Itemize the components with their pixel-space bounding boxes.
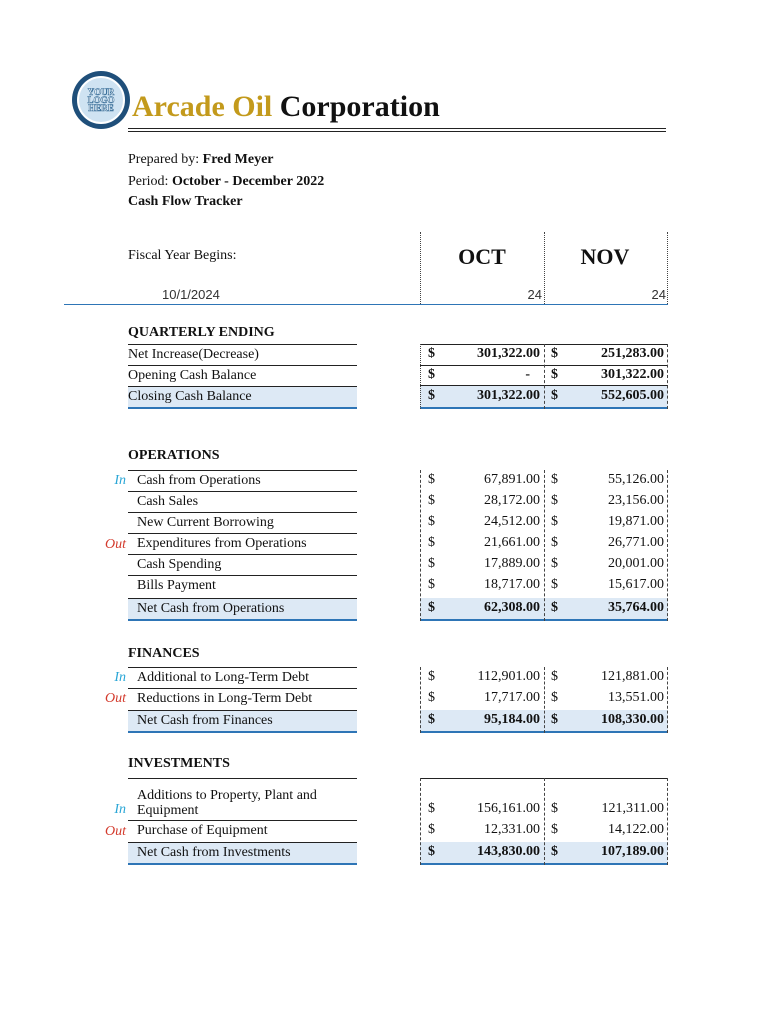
- quarterly-row-label: Net Increase(Decrease): [128, 344, 357, 365]
- prepared-by-value: Fred Meyer: [202, 152, 274, 167]
- currency-symbol: $: [551, 690, 558, 705]
- logo-text-2: LOGO: [87, 95, 115, 105]
- logo-text-1: YOUR: [87, 87, 115, 97]
- logo-text-3: HERE: [88, 103, 114, 113]
- value-nov: 13,551.00: [608, 690, 664, 705]
- finances-row-label: Reductions in Long-Term Debt: [128, 688, 357, 709]
- value-oct: 17,889.00: [484, 556, 540, 571]
- currency-symbol: $: [428, 493, 435, 508]
- value-nov: 26,771.00: [608, 535, 664, 550]
- value-nov: 19,871.00: [608, 514, 664, 529]
- value-oct: 28,172.00: [484, 493, 540, 508]
- currency-symbol: $: [551, 367, 558, 382]
- period-value: October - December 2022: [171, 174, 325, 189]
- investments-row-label-total: Net Cash from Investments: [128, 842, 357, 865]
- value-nov: 121,881.00: [601, 669, 664, 684]
- finances-row-label: Additional to Long-Term Debt: [128, 667, 357, 688]
- currency-symbol: $: [551, 514, 558, 529]
- value-oct: 18,717.00: [484, 577, 540, 592]
- currency-symbol: $: [551, 472, 558, 487]
- prepared-by-line: [128, 152, 274, 168]
- company-name-primary: Arcade Oil: [132, 90, 273, 123]
- fiscal-header-rule: [64, 304, 668, 305]
- prepared-by-label: Prepared by:: [128, 152, 200, 167]
- currency-symbol: $: [551, 535, 558, 550]
- currency-symbol: $: [551, 346, 558, 361]
- title-rule: [128, 128, 666, 129]
- year-nov: 24: [651, 287, 666, 302]
- col-divider: [420, 778, 421, 865]
- value-nov: 55,126.00: [608, 472, 664, 487]
- year-oct: 24: [527, 287, 542, 302]
- currency-symbol: $: [551, 712, 558, 727]
- title-rule-thin: [128, 131, 666, 132]
- col-divider: [544, 667, 545, 733]
- section-title-investments: INVESTMENTS: [128, 756, 230, 771]
- in-flag: In: [114, 802, 126, 817]
- section-title-finances: FINANCES: [128, 646, 200, 661]
- value-nov: 107,189.00: [601, 844, 664, 859]
- value-nov: 108,330.00: [601, 712, 664, 727]
- investments-row-label: Purchase of Equipment: [128, 820, 357, 841]
- operations-row-label: Cash Sales: [128, 491, 357, 512]
- in-flag: In: [114, 473, 126, 488]
- value-oct: 112,901.00: [477, 669, 540, 684]
- operations-row-label: Expenditures from Operations: [128, 533, 357, 554]
- currency-symbol: $: [428, 472, 435, 487]
- quarterly-row-label: Opening Cash Balance: [128, 365, 357, 386]
- currency-symbol: $: [551, 822, 558, 837]
- currency-symbol: $: [428, 577, 435, 592]
- value-oct: 67,891.00: [484, 472, 540, 487]
- value-oct: -: [525, 367, 530, 382]
- col-divider: [544, 470, 545, 621]
- currency-symbol: $: [551, 844, 558, 859]
- out-flag: Out: [105, 691, 126, 706]
- value-oct: 21,661.00: [484, 535, 540, 550]
- out-flag: Out: [105, 537, 126, 552]
- currency-symbol: $: [551, 556, 558, 571]
- currency-symbol: $: [428, 535, 435, 550]
- value-oct: 156,161.00: [477, 801, 540, 816]
- currency-symbol: $: [428, 712, 435, 727]
- value-nov: 121,311.00: [601, 801, 664, 816]
- value-nov: 35,764.00: [608, 600, 664, 615]
- col-divider: [544, 344, 545, 409]
- company-name-secondary: Corporation: [279, 90, 440, 123]
- value-nov: 23,156.00: [608, 493, 664, 508]
- currency-symbol: $: [428, 388, 435, 403]
- operations-row-label: Bills Payment: [128, 575, 357, 596]
- currency-symbol: $: [428, 822, 435, 837]
- section-title-quarterly: QUARTERLY ENDING: [128, 325, 275, 340]
- currency-symbol: $: [551, 577, 558, 592]
- value-nov: 14,122.00: [608, 822, 664, 837]
- value-nov: 552,605.00: [601, 388, 664, 403]
- fiscal-year-date: 10/1/2024: [162, 287, 220, 302]
- company-logo: [72, 71, 130, 129]
- period-line: [128, 174, 324, 190]
- value-nov: 251,283.00: [601, 346, 664, 361]
- currency-symbol: $: [551, 669, 558, 684]
- currency-symbol: $: [428, 556, 435, 571]
- logo-placeholder: [77, 76, 125, 124]
- currency-symbol: $: [428, 514, 435, 529]
- col-divider: [667, 778, 668, 865]
- currency-symbol: $: [428, 600, 435, 615]
- currency-symbol: $: [551, 493, 558, 508]
- currency-symbol: $: [428, 367, 435, 382]
- company-title: [132, 90, 440, 124]
- investments-row-label: Additions to Property, Plant and Equipment: [128, 778, 357, 820]
- col-divider: [420, 344, 421, 409]
- value-oct: 62,308.00: [484, 600, 540, 615]
- value-oct: 143,830.00: [477, 844, 540, 859]
- col-divider: [667, 470, 668, 621]
- value-nov: 15,617.00: [608, 577, 664, 592]
- value-oct: 301,322.00: [477, 346, 540, 361]
- month-header-nov: NOV: [580, 244, 630, 269]
- value-oct: 24,512.00: [484, 514, 540, 529]
- currency-symbol: $: [551, 388, 558, 403]
- operations-row-label: New Current Borrowing: [128, 512, 357, 533]
- col-divider: [420, 667, 421, 733]
- fiscal-year-label: Fiscal Year Begins:: [128, 248, 237, 263]
- currency-symbol: $: [428, 844, 435, 859]
- value-nov: 20,001.00: [608, 556, 664, 571]
- currency-symbol: $: [428, 346, 435, 361]
- col-divider: [667, 344, 668, 409]
- currency-symbol: $: [551, 600, 558, 615]
- col-divider: [420, 470, 421, 621]
- value-oct: 12,331.00: [484, 822, 540, 837]
- col-divider: [544, 778, 545, 865]
- col-divider: [667, 667, 668, 733]
- month-divider-right: [667, 232, 668, 304]
- currency-symbol: $: [551, 801, 558, 816]
- out-flag: Out: [105, 824, 126, 839]
- value-oct: 17,717.00: [484, 690, 540, 705]
- operations-row-label: Cash from Operations: [128, 470, 357, 491]
- section-title-operations: OPERATIONS: [128, 448, 220, 463]
- quarterly-row-label-total: Closing Cash Balance: [128, 386, 357, 409]
- currency-symbol: $: [428, 690, 435, 705]
- month-header-oct: OCT: [458, 244, 506, 269]
- value-nov: 301,322.00: [601, 367, 664, 382]
- in-flag: In: [114, 670, 126, 685]
- period-label: Period:: [128, 174, 169, 189]
- value-oct: 301,322.00: [477, 388, 540, 403]
- currency-symbol: $: [428, 669, 435, 684]
- operations-row-label: Cash Spending: [128, 554, 357, 575]
- currency-symbol: $: [428, 801, 435, 816]
- document-title: Cash Flow Tracker: [128, 194, 243, 209]
- value-oct: 95,184.00: [484, 712, 540, 727]
- finances-row-label-total: Net Cash from Finances: [128, 710, 357, 733]
- operations-row-label-total: Net Cash from Operations: [128, 598, 357, 621]
